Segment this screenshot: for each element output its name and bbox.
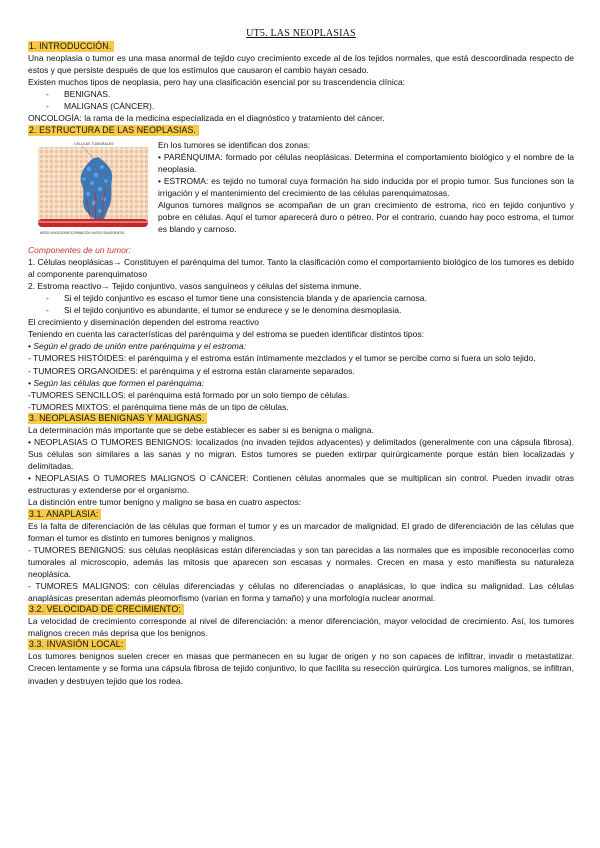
paragraph: El crecimiento y diseminación dependen del estroma reactivo — [28, 317, 260, 328]
paragraph: - TUMORES MALIGNOS: con células diferenciadas y células no diferenciadas o anaplásicas, lo que indica su malignidad. Las células anaplásicas presentan además pleomorfismo (varían en forma y tamaño) y una morfología nuclear anormal. — [28, 581, 574, 604]
list-item-text: MALIGNAS (CÁNCER). — [64, 101, 155, 112]
section-heading: 1. INTRODUCCIÓN. — [28, 41, 114, 52]
paragraph: 1. Células neoplásicas→ Constituyen el parénquima del tumor. Tanto la clasificación como el comportamiento biológico de los tumores es debido al componente parenquimatoso — [28, 256, 574, 279]
paragraph: -TUMORES MIXTOS: el parénquima tiene más de un tipo de células. — [28, 401, 289, 412]
paragraph: La distinción entre tumor benigno y maligno se basa en cuatro aspectos: — [28, 497, 302, 508]
paragraph: Existen muchos tipos de neoplasia, pero hay una clasificación esencial por su trascendencia clínica: — [28, 77, 406, 88]
paragraph: La determinación más importante que se debe establecer es saber si es benigna o maligna. — [28, 424, 374, 435]
paragraph: La velocidad de crecimiento corresponde al nivel de diferenciación: a menor diferenciación, mayor velocidad de crecimiento. Así, los tumores malignos crecen más deprisa que los benignos. — [28, 616, 574, 639]
paragraph: • ESTROMA: es tejido no tumoral cuya formación ha sido inducida por el propio tumor. Sus funciones son la irrigación y el mantenimiento del crecimiento de las células parenquimatosas. — [158, 175, 574, 198]
section-heading: 2. ESTRUCTURA DE LAS NEOPLASIAS. — [28, 125, 199, 136]
subheading-grado: • Según el grado de unión entre parénquima y el estroma: — [28, 341, 246, 352]
list-item: - Si el tejido conjuntivo es abundante, el tumor se endurece y se le denomina desmoplasia. — [46, 305, 402, 316]
figure-row — [28, 139, 574, 241]
paragraph: Es la falta de diferenciación de las células que forman el tumor y es un marcador de malignidad. El grado de diferenciación de las células que forman el tumor es distinto en tumores benignos y malignos. — [28, 520, 574, 543]
subsection-heading: 3.3. INVASIÓN LOCAL: — [28, 639, 126, 650]
list-item: - Si el tejido conjuntivo es escaso el tumor tiene una consistencia blanda y de apariencia carnosa. — [46, 292, 427, 303]
paragraph: Una neoplasia o tumor es una masa anormal de tejido cuyo crecimiento excede al de los tejidos normales, que está descoordinada respecto de estos y que persiste después de que los estímulos que causaron el cambio hayan cesado. — [28, 53, 574, 76]
section-benignas-malignas — [28, 413, 574, 687]
list-item-text: BENIGNAS. — [64, 89, 111, 100]
subheading-componentes: Componentes de un tumor: — [28, 244, 132, 255]
figure-top-label: CELULAS TUMORALES — [74, 141, 114, 146]
subsection-heading: 3.1. ANAPLASIA: — [28, 509, 101, 520]
paragraph: • NEOPLASIAS O TUMORES BENIGNOS: localizados (no invaden tejidos adyacentes) y delimitados (generalmente con una cápsula fibrosa). Sus células son similares a las sanas y no migran. Estos tumores se pueden extirpar quirúrgicamente porque están bien localizadas y delimitadas. — [28, 436, 574, 472]
figure-description — [156, 139, 574, 241]
subheading-celulas: • Según las células que formen el parénquima: — [28, 377, 204, 388]
paragraph: En los tumores se identifican dos zonas: — [158, 139, 311, 150]
paragraph: - TUMORES HISTÓIDES: el parénquima y el estroma están íntimamente mezclados y el tumor se percibe como si fuera un solo tejido. — [28, 353, 536, 364]
tumor-diagram-image — [34, 139, 152, 241]
paragraph: -TUMORES SENCILLOS: el parénquima está formado por un solo tiempo de células. — [28, 389, 350, 400]
list-item-text: Si el tejido conjuntivo es escaso el tumor tiene una consistencia blanda y de apariencia carnosa. — [64, 292, 427, 303]
page-title: UT5. LAS NEOPLASIAS — [246, 28, 356, 39]
paragraph: - TUMORES BENIGNOS: sus células neoplásicas están diferenciadas y son tan parecidas a las normales que es imposible reconocerlas como tumorales al microscopio, además las mitosis que aparecen son escasas y normales. Crecen en masa y esto manifiesta su naturaleza neoplásica. — [28, 544, 574, 579]
section-estructura — [28, 125, 574, 413]
section-introduccion — [28, 41, 574, 125]
paragraph: • NEOPLASIAS O TUMORES MALIGNOS O CÁNCER: Contienen células anormales que se multiplican sin control. Pueden invadir otras estructuras y extenderse por el organismo. — [28, 473, 574, 496]
section-heading: 3. NEOPLASIAS BENIGNAS Y MALIGNAS. — [28, 413, 207, 424]
paragraph: Algunos tumores malignos se acompañan de un gran crecimiento de estroma, rico en tejido conjuntivo y pobre en células. Aquí el tumor aparecerá duro o pétreo. Por el contrario, cuando hay poco estroma, el tumor es blando y carnoso. — [158, 200, 574, 235]
paragraph: ONCOLOGÍA: la rama de la medicina especializada en el diagnóstico y tratamiento del cáncer. — [28, 113, 385, 124]
paragraph: - TUMORES ORGANOIDES: el parénquima y el estroma están claramente separados. — [28, 365, 355, 376]
figure-bottom-label: MEDIO ANGIOGENOCORMACIÓN VASOS SANGUÍNEOS — [40, 230, 125, 235]
list-item: - BENIGNAS. — [46, 89, 111, 100]
document-page — [28, 28, 574, 687]
paragraph: • PARÉNQUIMA: formado por células neoplásicas. Determina el comportamiento biológico y el nombre de la neoplasia. — [158, 151, 574, 174]
paragraph: Los tumores benignos suelen crecer en masas que permanecen en su lugar de origen y no son capaces de infiltrar, invadir o metastatizar. Crecen lentamente y se forma una cápsula fibrosa de tejido conjuntivo, lo que facilita su resección quirúrgica. Los tumores malignos, se infiltran, invaden y destruyen tejido que los rodea. — [28, 651, 574, 686]
paragraph: 2. Estroma reactivo→ Tejido conjuntivo, vasos sanguíneos y células del sistema inmune. — [28, 280, 362, 291]
paragraph: Teniendo en cuenta las características del parénquima y del estroma se pueden identificar distintos tipos: — [28, 329, 424, 340]
list-item-text: Si el tejido conjuntivo es abundante, el tumor se endurece y se le denomina desmoplasia. — [64, 305, 402, 316]
subsection-heading: 3.2. VELOCIDAD DE CRECIMIENTO: — [28, 604, 184, 615]
list-item: - MALIGNAS (CÁNCER). — [46, 101, 155, 112]
